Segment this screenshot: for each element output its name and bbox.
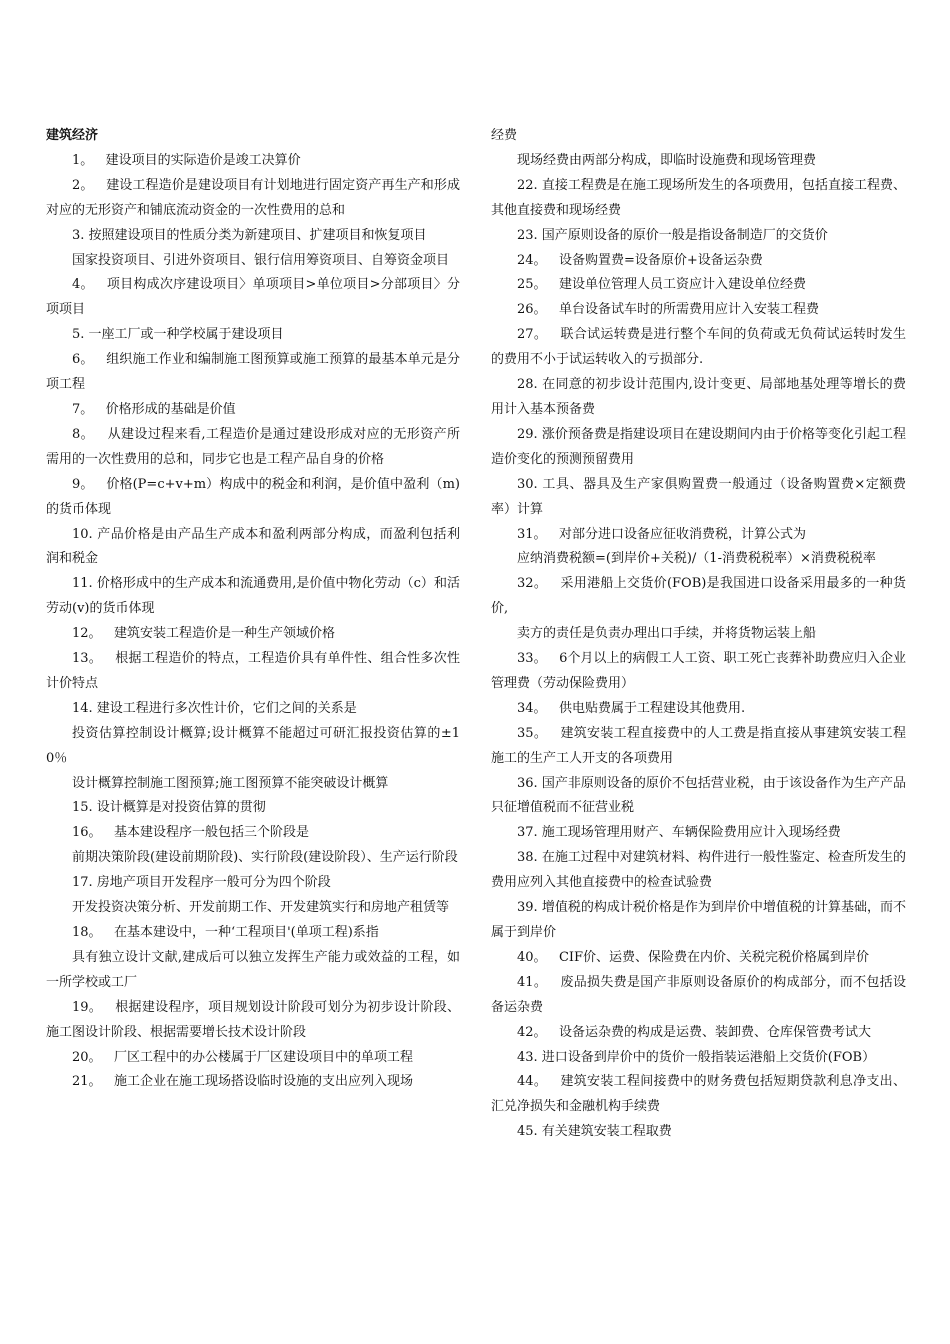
paragraph: 设计概算控制施工图预算;施工图预算不能突破设计概算 [72, 775, 389, 791]
paragraph: 国家投资项目、引进外资项目、银行信用筹资项目、自筹资金项目 [72, 252, 450, 268]
paragraph: 卖方的责任是负责办理出口手续，并将货物运装上船 [517, 626, 817, 642]
paragraph: 34。 供电贴费属于工程建设其他费用. [517, 700, 746, 716]
paragraph: 30. 工具、器具及生产家俱购置费一般通过（设备购置费×定额费率）计算 [491, 476, 906, 517]
paragraph: 43. 进口设备到岸价中的货价一般指装运港船上交货价(FOB） [517, 1049, 876, 1065]
paragraph: 12。 建筑安装工程造价是一种生产领域价格 [72, 626, 335, 642]
paragraph: 32。 采用港船上交货价(FOB)是我国进口设备采用最多的一种货价, [491, 576, 906, 617]
paragraph: 33。 6个月以上的病假工人工资、职工死亡丧葬补助费应归入企业管理费（劳动保险费用） [491, 651, 906, 691]
paragraph: 4。 项目构成次序建设项目〉单项项目>单位项目>分部项目〉分项项目 [46, 277, 460, 318]
paragraph: 前期决策阶段(建设前期阶段)、实行阶段(建设阶段）、生产运行阶段 [72, 850, 458, 866]
paragraph: 41。 废品损失费是国产非原则设备原价的构成部分，而不包括设备运杂费 [491, 974, 906, 1015]
paragraph: 现场经费由两部分构成，即临时设施费和现场管理费 [517, 152, 817, 168]
paragraph: 18。 在基本建设中，一种‘工程项目'(单项工程)系指 [72, 925, 379, 940]
paragraph: 具有独立设计文献,建成后可以独立发挥生产能力或效益的工程，如一所学校或工厂 [46, 949, 460, 990]
paragraph: 24。 设备购置费=设备原价+设备运杂费 [517, 252, 763, 268]
paragraph: 11. 价格形成中的生产成本和流通费用,是价值中物化劳动（c）和活劳动(v)的货币体现 [46, 576, 460, 617]
paragraph: 7。 价格形成的基础是价值 [72, 401, 236, 417]
left-column [46, 124, 460, 1095]
paragraph: 40。 CIF价、运费、保险费在内价、关税完税价格属到岸价 [517, 949, 870, 965]
paragraph: 20。 厂区工程中的办公楼属于厂区建设项目中的单项工程 [72, 1049, 413, 1065]
paragraph: 26。 单台设备试车时的所需费用应计入安装工程费 [517, 302, 819, 318]
paragraph: 2。 建设工程造价是建设项目有计划地进行固定资产再生产和形成对应的无形资产和铺底流动资金的一次性费用的总和 [46, 177, 460, 218]
paragraph: 28. 在同意的初步设计范围内,设计变更、局部地基处理等增长的费用计入基本预备费 [491, 377, 906, 417]
paragraph: 投资估算控制设计概算;设计概算不能超过可研汇报投资估算的±10％ [46, 725, 460, 766]
paragraph: 1。 建设项目的实际造价是竣工决算价 [72, 152, 301, 168]
paragraph: 9。 价格(P=c+v+m）构成中的税金和利润，是价值中盈利（m)的货币体现 [46, 476, 460, 517]
paragraph: 经费 [491, 128, 518, 143]
paragraph: 15. 设计概算是对投资估算的贯彻 [72, 800, 266, 816]
paragraph: 5. 一座工厂或一种学校属于建设项目 [72, 327, 284, 343]
right-column [491, 124, 906, 1145]
paragraph: 25。 建设单位管理人员工资应计入建设单位经费 [517, 277, 806, 293]
paragraph: 44。 建筑安装工程间接费中的财务费包括短期贷款利息净支出、汇兑净损失和金融机构手续费 [491, 1074, 906, 1115]
paragraph: 19。 根据建设程序，项目规划设计阶段可划分为初步设计阶段、施工图设计阶段、根据需要增长技术设计阶段 [46, 999, 460, 1040]
paragraph: 10. 产品价格是由产品生产成本和盈利两部分构成，而盈利包括利润和税金 [46, 526, 460, 567]
paragraph: 17. 房地产项目开发程序一般可分为四个阶段 [72, 875, 331, 891]
paragraph: 27。 联合试运转费是进行整个车间的负荷或无负荷试运转时发生的费用不小于试运转收入的亏损部分. [491, 327, 906, 368]
paragraph: 21。 施工企业在施工现场搭设临时设施的支出应列入现场 [72, 1074, 413, 1090]
right-column-body [491, 124, 906, 1145]
left-column-body [46, 149, 460, 1095]
paragraph: 16。 基本建设程序一般包括三个阶段是 [72, 825, 309, 841]
paragraph: 22. 直接工程费是在施工现场所发生的各项费用，包括直接工程费、其他直接费和现场经费 [491, 177, 906, 218]
paragraph: 3. 按照建设项目的性质分类为新建项目、扩建项目和恢复项目 [72, 227, 427, 243]
paragraph: 8。 从建设过程来看,工程造价是通过建设形成对应的无形资产所需用的一次性费用的总和，同步它也是工程产品自身的价格 [46, 426, 460, 467]
paragraph: 23. 国产原则设备的原价一般是指设备制造厂的交货价 [517, 227, 828, 243]
paragraph: 31。 对部分进口设备应征收消费税，计算公式为 [517, 526, 806, 542]
paragraph: 42。 设备运杂费的构成是运费、装卸费、仓库保管费考试大 [517, 1024, 871, 1040]
paragraph: 38. 在施工过程中对建筑材料、构件进行一般性鉴定、检查所发生的费用应列入其他直接费中的检查试验费 [491, 850, 906, 891]
paragraph: 35。 建筑安装工程直接费中的人工费是指直接从事建筑安装工程施工的生产工人开支的各项费用 [491, 725, 906, 766]
paragraph: 开发投资决策分析、开发前期工作、开发建筑实行和房地产租赁等 [72, 900, 450, 916]
paragraph: 45. 有关建筑安装工程取费 [517, 1124, 672, 1140]
paragraph: 应纳消费税额=(到岸价+关税)/（1-消费税税率）×消费税税率 [517, 551, 876, 567]
paragraph: 14. 建设工程进行多次性计价，它们之间的关系是 [72, 700, 357, 716]
paragraph: 37. 施工现场管理用财产、车辆保险费用应计入现场经费 [517, 825, 841, 841]
paragraph: 39. 增值税的构成计税价格是作为到岸价中增值税的计算基础，而不属于到岸价 [491, 900, 906, 940]
paragraph: 6。 组织施工作业和编制施工图预算或施工预算的最基本单元是分项工程 [46, 352, 460, 393]
paragraph: 36. 国产非原则设备的原价不包括营业税，由于该设备作为生产产品只征增值税而不征营业税 [491, 775, 906, 816]
paragraph: 29. 涨价预备费是指建设项目在建设期间内由于价格等变化引起工程造价变化的预测预留费用 [491, 426, 906, 467]
document-title: 建筑经济 [46, 128, 99, 143]
paragraph: 13。 根据工程造价的特点，工程造价具有单件性、组合性多次性计价特点 [46, 651, 460, 691]
